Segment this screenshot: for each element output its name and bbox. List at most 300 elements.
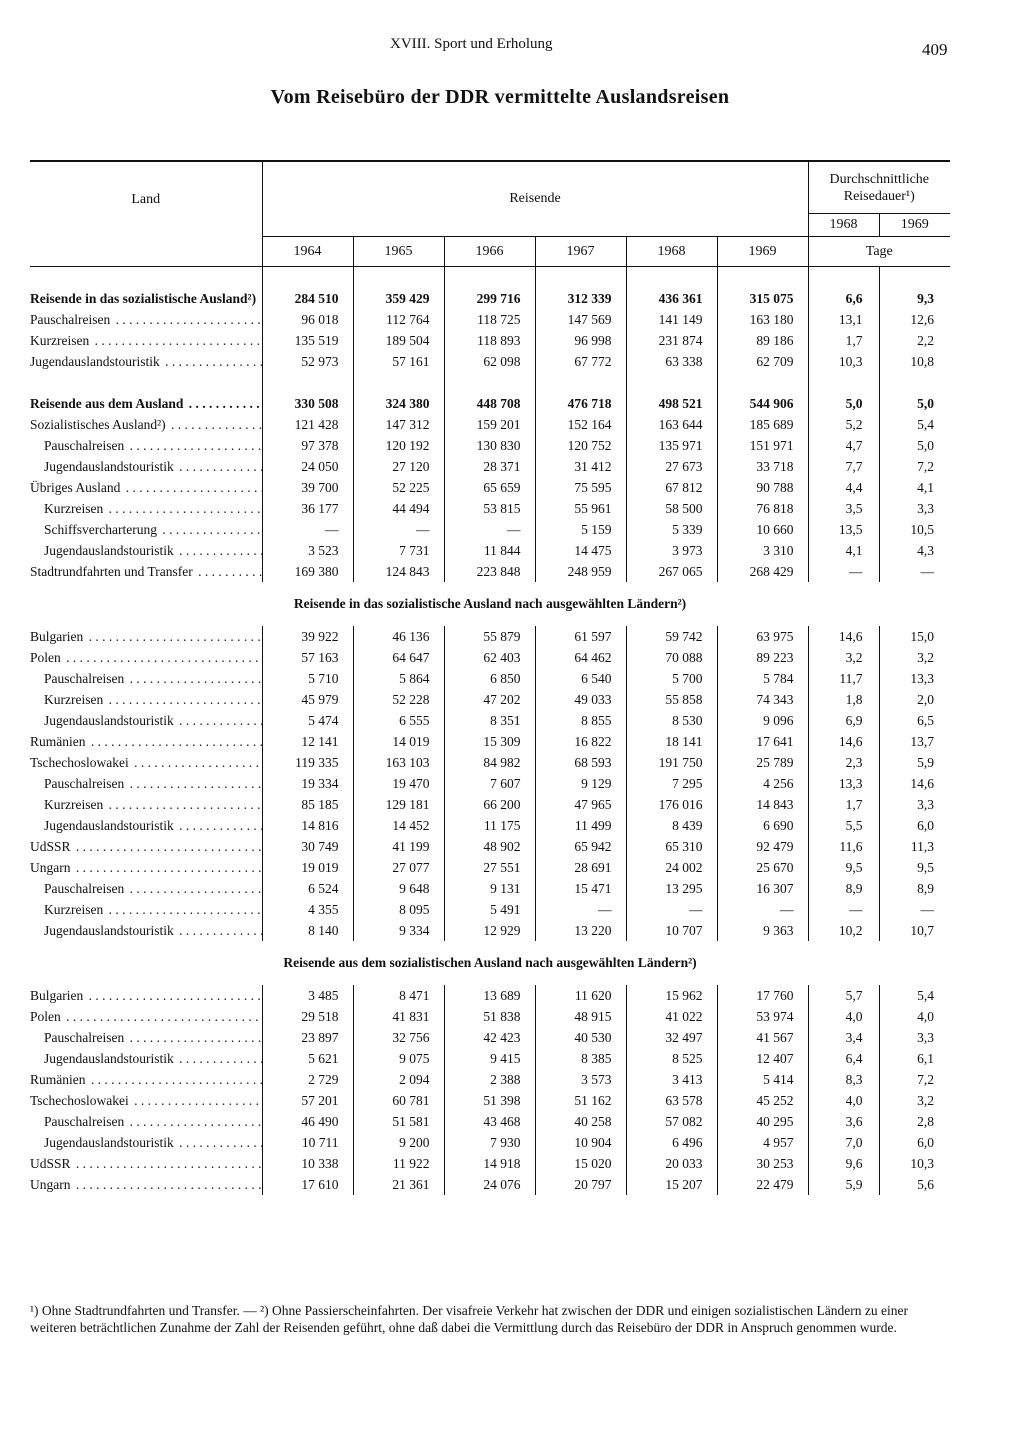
cell-reisedauer: 9,5 <box>808 857 879 878</box>
year-header: 1967 <box>535 236 626 267</box>
block-laender-hin <box>30 626 950 941</box>
cell-reisende: 11 922 <box>353 1153 444 1174</box>
dauer-unit: Tage <box>808 236 950 267</box>
row-label-text: Stadtrundfahrten und Transfer <box>30 564 193 579</box>
cell-reisende: 25 670 <box>717 857 808 878</box>
row-label-text: Jugendauslandstouristik <box>44 1051 174 1066</box>
cell-reisende: 2 094 <box>353 1069 444 1090</box>
cell-reisende: 13 220 <box>535 920 626 941</box>
cell-reisedauer: 11,3 <box>879 836 950 857</box>
row-label-text: Pauschalreisen <box>44 776 125 791</box>
cell-reisende: 15 962 <box>626 985 717 1006</box>
cell-reisedauer: 5,4 <box>879 985 950 1006</box>
cell-reisende: 8 140 <box>262 920 353 941</box>
cell-reisedauer: 3,4 <box>808 1027 879 1048</box>
cell-reisedauer: 10,3 <box>808 351 879 372</box>
row-label <box>30 731 262 752</box>
cell-reisende: 40 258 <box>535 1111 626 1132</box>
cell-reisende: 9 363 <box>717 920 808 941</box>
row-label-text: Kurzreisen <box>44 797 104 812</box>
cell-reisende: 8 525 <box>626 1048 717 1069</box>
cell-reisedauer: 7,2 <box>879 456 950 477</box>
cell-reisende: 65 310 <box>626 836 717 857</box>
year-header: 1966 <box>444 236 535 267</box>
cell-reisende: 436 361 <box>626 288 717 309</box>
cell-reisende: 9 096 <box>717 710 808 731</box>
cell-reisende: 65 942 <box>535 836 626 857</box>
table-row <box>30 330 950 351</box>
cell-reisedauer: 3,6 <box>808 1111 879 1132</box>
row-label-text: Kurzreisen <box>30 333 90 348</box>
row-label-text: Pauschalreisen <box>44 881 125 896</box>
cell-reisende: 5 710 <box>262 668 353 689</box>
section-laender-hin <box>30 582 950 626</box>
cell-reisende: 7 607 <box>444 773 535 794</box>
cell-reisende: 141 149 <box>626 309 717 330</box>
cell-reisende: 4 256 <box>717 773 808 794</box>
cell-reisedauer: 8,9 <box>879 878 950 899</box>
cell-reisedauer: 7,2 <box>879 1069 950 1090</box>
table-row <box>30 414 950 435</box>
cell-reisedauer: 10,7 <box>879 920 950 941</box>
row-label-text: Pauschalreisen <box>44 671 125 686</box>
row-label-text: Jugendauslandstouristik <box>44 543 174 558</box>
cell-reisende: 20 797 <box>535 1174 626 1195</box>
cell-reisende: 51 581 <box>353 1111 444 1132</box>
cell-reisedauer: 4,4 <box>808 477 879 498</box>
row-label <box>30 794 262 815</box>
cell-reisedauer: 14,6 <box>808 731 879 752</box>
cell-reisende: 2 729 <box>262 1069 353 1090</box>
cell-reisedauer: 8,9 <box>808 878 879 899</box>
chapter-heading: XVIII. Sport und Erholung <box>390 36 553 52</box>
cell-reisende: 5 474 <box>262 710 353 731</box>
cell-reisende: 231 874 <box>626 330 717 351</box>
cell-reisende: 43 468 <box>444 1111 535 1132</box>
cell-reisende: 36 177 <box>262 498 353 519</box>
footnote: ¹) Ohne Stadtrundfahrten und Transfer. — ²) Ohne Passierscheinfahrten. Der visafreie Verkehr hat zwischen der DDR und einigen sozialistischen Ländern zu einer weiteren beträchtlichen Zunahme der Zahl der Reisenden geführt, ohne daß dabei die Vermittlung durch das Reisebüro der DDR in Anspruch genommen wurde. <box>30 1303 908 1335</box>
table-row <box>30 836 950 857</box>
cell-reisende: 6 496 <box>626 1132 717 1153</box>
table-row <box>30 519 950 540</box>
cell-reisende: 33 718 <box>717 456 808 477</box>
cell-reisende: 52 225 <box>353 477 444 498</box>
table-row <box>30 857 950 878</box>
cell-reisende: 97 378 <box>262 435 353 456</box>
table-row <box>30 1027 950 1048</box>
row-label-text: Kurzreisen <box>44 501 104 516</box>
cell-reisende: 63 975 <box>717 626 808 647</box>
cell-reisende: 55 858 <box>626 689 717 710</box>
cell-reisende: — <box>535 899 626 920</box>
cell-reisedauer: 4,0 <box>808 1006 879 1027</box>
cell-reisedauer: 2,3 <box>808 752 879 773</box>
cell-reisende: 324 380 <box>353 393 444 414</box>
cell-reisende: 163 103 <box>353 752 444 773</box>
cell-reisende: 41 567 <box>717 1027 808 1048</box>
row-label <box>30 1174 262 1195</box>
cell-reisedauer: 4,3 <box>879 540 950 561</box>
row-label <box>30 985 262 1006</box>
cell-reisende: 191 750 <box>626 752 717 773</box>
cell-reisende: 223 848 <box>444 561 535 582</box>
row-label <box>30 710 262 731</box>
cell-reisedauer: 4,0 <box>808 1090 879 1111</box>
row-label-text: Ungarn <box>30 1177 71 1192</box>
row-label-text: Übriges Ausland <box>30 480 121 495</box>
cell-reisende: 120 752 <box>535 435 626 456</box>
cell-reisende: 10 338 <box>262 1153 353 1174</box>
cell-reisende: 5 784 <box>717 668 808 689</box>
block-laender-her <box>30 985 950 1195</box>
cell-reisedauer: 6,0 <box>879 815 950 836</box>
cell-reisende: 40 295 <box>717 1111 808 1132</box>
cell-reisedauer: 8,3 <box>808 1069 879 1090</box>
row-label <box>30 288 262 309</box>
cell-reisende: 118 725 <box>444 309 535 330</box>
cell-reisende: 119 335 <box>262 752 353 773</box>
cell-reisende: 12 141 <box>262 731 353 752</box>
cell-reisende: 9 334 <box>353 920 444 941</box>
cell-reisende: 124 843 <box>353 561 444 582</box>
row-label-text: Jugendauslandstouristik <box>44 459 174 474</box>
cell-reisende: 40 530 <box>535 1027 626 1048</box>
table-row <box>30 689 950 710</box>
cell-reisende: — <box>717 899 808 920</box>
cell-reisende: 121 428 <box>262 414 353 435</box>
cell-reisedauer: 3,2 <box>808 647 879 668</box>
cell-reisedauer: 5,7 <box>808 985 879 1006</box>
dauer-year-1968: 1968 <box>808 214 879 236</box>
row-label-text: UdSSR <box>30 839 71 854</box>
cell-reisende: 5 491 <box>444 899 535 920</box>
cell-reisende: 5 700 <box>626 668 717 689</box>
cell-reisende: 24 002 <box>626 857 717 878</box>
row-label-text: Reisende in das sozialistische Ausland²) <box>30 291 257 306</box>
cell-reisende: 5 159 <box>535 519 626 540</box>
cell-reisende: 135 519 <box>262 330 353 351</box>
table-row <box>30 815 950 836</box>
cell-reisende: 45 252 <box>717 1090 808 1111</box>
cell-reisende: 14 019 <box>353 731 444 752</box>
cell-reisende: 55 961 <box>535 498 626 519</box>
cell-reisende: 11 844 <box>444 540 535 561</box>
cell-reisende: 63 578 <box>626 1090 717 1111</box>
cell-reisende: — <box>262 519 353 540</box>
cell-reisende: 151 971 <box>717 435 808 456</box>
row-label-text: Pauschalreisen <box>44 1114 125 1129</box>
row-label-text: Tschechoslowakei <box>30 1093 129 1108</box>
row-label-text: Bulgarien <box>30 988 84 1003</box>
cell-reisende: 17 641 <box>717 731 808 752</box>
cell-reisedauer: 5,9 <box>879 752 950 773</box>
cell-reisende: 2 388 <box>444 1069 535 1090</box>
cell-reisende: 68 593 <box>535 752 626 773</box>
cell-reisende: 62 709 <box>717 351 808 372</box>
cell-reisende: 6 555 <box>353 710 444 731</box>
cell-reisende: 359 429 <box>353 288 444 309</box>
cell-reisende: 14 452 <box>353 815 444 836</box>
cell-reisende: 129 181 <box>353 794 444 815</box>
cell-reisende: 4 355 <box>262 899 353 920</box>
cell-reisende: 7 930 <box>444 1132 535 1153</box>
cell-reisende: 12 407 <box>717 1048 808 1069</box>
cell-reisende: 8 530 <box>626 710 717 731</box>
column-header-reisedauer: Durchschnittliche Reisedauer¹) <box>808 161 950 214</box>
row-label-text: Kurzreisen <box>44 902 104 917</box>
table-row <box>30 878 950 899</box>
cell-reisedauer: 4,1 <box>808 540 879 561</box>
cell-reisende: 31 412 <box>535 456 626 477</box>
row-label <box>30 1111 262 1132</box>
table-row <box>30 288 950 309</box>
table-row <box>30 1006 950 1027</box>
table-row <box>30 1111 950 1132</box>
block-aus-dem-ausland <box>30 393 950 582</box>
cell-reisedauer: 1,7 <box>808 330 879 351</box>
table-row <box>30 647 950 668</box>
cell-reisende: 130 830 <box>444 435 535 456</box>
cell-reisende: 89 186 <box>717 330 808 351</box>
table-row <box>30 540 950 561</box>
cell-reisedauer: — <box>879 899 950 920</box>
cell-reisedauer: 13,3 <box>879 668 950 689</box>
cell-reisende: 52 973 <box>262 351 353 372</box>
cell-reisende: 46 136 <box>353 626 444 647</box>
cell-reisedauer: 6,0 <box>879 1132 950 1153</box>
row-label <box>30 626 262 647</box>
cell-reisende: 14 816 <box>262 815 353 836</box>
cell-reisedauer: 10,3 <box>879 1153 950 1174</box>
dauer-year-1969: 1969 <box>879 214 950 236</box>
cell-reisende: 6 850 <box>444 668 535 689</box>
cell-reisende: 65 659 <box>444 477 535 498</box>
row-label <box>30 1090 262 1111</box>
cell-reisedauer: 3,3 <box>879 794 950 815</box>
row-label-text: Pauschalreisen <box>30 312 111 327</box>
cell-reisende: 8 095 <box>353 899 444 920</box>
table-row <box>30 1048 950 1069</box>
cell-reisende: 9 415 <box>444 1048 535 1069</box>
cell-reisende: 84 982 <box>444 752 535 773</box>
table-row <box>30 1069 950 1090</box>
cell-reisende: 6 524 <box>262 878 353 899</box>
row-label <box>30 1153 262 1174</box>
row-label-text: Jugendauslandstouristik <box>44 1135 174 1150</box>
cell-reisende: 20 033 <box>626 1153 717 1174</box>
cell-reisende: 3 573 <box>535 1069 626 1090</box>
cell-reisende: 8 385 <box>535 1048 626 1069</box>
cell-reisedauer: 4,1 <box>879 477 950 498</box>
row-label <box>30 1132 262 1153</box>
cell-reisedauer: 5,6 <box>879 1174 950 1195</box>
cell-reisedauer: 3,2 <box>879 647 950 668</box>
row-label <box>30 393 262 414</box>
row-label-text: UdSSR <box>30 1156 71 1171</box>
cell-reisende: 89 223 <box>717 647 808 668</box>
cell-reisende: 299 716 <box>444 288 535 309</box>
table-row <box>30 393 950 414</box>
cell-reisende: 10 707 <box>626 920 717 941</box>
cell-reisende: 96 998 <box>535 330 626 351</box>
cell-reisende: 51 162 <box>535 1090 626 1111</box>
cell-reisedauer: 2,0 <box>879 689 950 710</box>
cell-reisende: 41 831 <box>353 1006 444 1027</box>
cell-reisende: 74 343 <box>717 689 808 710</box>
table-row <box>30 626 950 647</box>
row-label <box>30 498 262 519</box>
cell-reisedauer: 4,7 <box>808 435 879 456</box>
table-row <box>30 561 950 582</box>
cell-reisende: 27 077 <box>353 857 444 878</box>
cell-reisende: 16 307 <box>717 878 808 899</box>
cell-reisende: 60 781 <box>353 1090 444 1111</box>
row-label <box>30 561 262 582</box>
cell-reisende: 62 098 <box>444 351 535 372</box>
cell-reisende: 476 718 <box>535 393 626 414</box>
row-label-text: Jugendauslandstouristik <box>44 713 174 728</box>
cell-reisedauer: 10,8 <box>879 351 950 372</box>
row-label <box>30 815 262 836</box>
cell-reisende: 67 812 <box>626 477 717 498</box>
row-label <box>30 752 262 773</box>
row-label-text: Jugendauslandstouristik <box>44 923 174 938</box>
cell-reisende: 13 295 <box>626 878 717 899</box>
row-label <box>30 519 262 540</box>
cell-reisende: 135 971 <box>626 435 717 456</box>
cell-reisende: 57 082 <box>626 1111 717 1132</box>
cell-reisende: 8 471 <box>353 985 444 1006</box>
travel-statistics-table <box>30 160 950 1195</box>
row-label <box>30 1069 262 1090</box>
cell-reisedauer: 6,9 <box>808 710 879 731</box>
cell-reisende: 27 120 <box>353 456 444 477</box>
cell-reisende: 11 175 <box>444 815 535 836</box>
row-label <box>30 647 262 668</box>
cell-reisende: 62 403 <box>444 647 535 668</box>
cell-reisende: 51 398 <box>444 1090 535 1111</box>
row-label-text: Tschechoslowakei <box>30 755 129 770</box>
cell-reisende: 544 906 <box>717 393 808 414</box>
cell-reisende: 46 490 <box>262 1111 353 1132</box>
row-label-text: Jugendauslandstouristik <box>44 818 174 833</box>
table-row <box>30 477 950 498</box>
cell-reisedauer: 6,1 <box>879 1048 950 1069</box>
cell-reisedauer: — <box>879 561 950 582</box>
cell-reisende: 147 312 <box>353 414 444 435</box>
cell-reisende: 90 788 <box>717 477 808 498</box>
cell-reisedauer: 6,6 <box>808 288 879 309</box>
row-label <box>30 330 262 351</box>
table-row <box>30 351 950 372</box>
section-title: Reisende in das sozialistische Ausland nach ausgewählten Ländern²) <box>293 596 687 611</box>
cell-reisende: 3 310 <box>717 540 808 561</box>
cell-reisende: 66 200 <box>444 794 535 815</box>
cell-reisende: 15 020 <box>535 1153 626 1174</box>
row-label <box>30 1027 262 1048</box>
cell-reisedauer: 3,3 <box>879 1027 950 1048</box>
cell-reisende: 19 019 <box>262 857 353 878</box>
row-label <box>30 878 262 899</box>
table-row <box>30 1153 950 1174</box>
row-label-text: Pauschalreisen <box>44 438 125 453</box>
cell-reisende: 13 689 <box>444 985 535 1006</box>
cell-reisende: 51 838 <box>444 1006 535 1027</box>
cell-reisedauer: 11,7 <box>808 668 879 689</box>
table-row <box>30 794 950 815</box>
cell-reisende: 5 339 <box>626 519 717 540</box>
cell-reisedauer: 5,0 <box>808 393 879 414</box>
cell-reisende: 57 161 <box>353 351 444 372</box>
cell-reisende: 25 789 <box>717 752 808 773</box>
cell-reisende: 55 879 <box>444 626 535 647</box>
cell-reisende: 9 075 <box>353 1048 444 1069</box>
row-label <box>30 1048 262 1069</box>
cell-reisende: 47 965 <box>535 794 626 815</box>
block-sozialistisches-ausland <box>30 267 950 394</box>
cell-reisende: 30 749 <box>262 836 353 857</box>
cell-reisende: 169 380 <box>262 561 353 582</box>
cell-reisende: 6 540 <box>535 668 626 689</box>
cell-reisende: — <box>626 899 717 920</box>
cell-reisedauer: 3,5 <box>808 498 879 519</box>
cell-reisende: 53 974 <box>717 1006 808 1027</box>
section-laender-her <box>30 941 950 985</box>
cell-reisende: 59 742 <box>626 626 717 647</box>
cell-reisende: 10 711 <box>262 1132 353 1153</box>
year-header: 1969 <box>717 236 808 267</box>
cell-reisende: 147 569 <box>535 309 626 330</box>
cell-reisedauer: 15,0 <box>879 626 950 647</box>
cell-reisende: 112 764 <box>353 309 444 330</box>
cell-reisende: 21 361 <box>353 1174 444 1195</box>
cell-reisende: 58 500 <box>626 498 717 519</box>
cell-reisende: 312 339 <box>535 288 626 309</box>
row-label-text: Rumänien <box>30 734 86 749</box>
page-title: Vom Reisebüro der DDR vermittelte Auslandsreisen <box>270 86 730 108</box>
cell-reisende: 315 075 <box>717 288 808 309</box>
cell-reisende: 64 647 <box>353 647 444 668</box>
cell-reisende: 14 475 <box>535 540 626 561</box>
cell-reisedauer: 5,9 <box>808 1174 879 1195</box>
row-label <box>30 540 262 561</box>
cell-reisende: 22 479 <box>717 1174 808 1195</box>
row-label-text: Bulgarien <box>30 629 84 644</box>
cell-reisende: 163 180 <box>717 309 808 330</box>
table-row <box>30 731 950 752</box>
cell-reisedauer: 9,6 <box>808 1153 879 1174</box>
table-row <box>30 668 950 689</box>
table-row <box>30 752 950 773</box>
cell-reisende: 27 673 <box>626 456 717 477</box>
cell-reisende: 57 201 <box>262 1090 353 1111</box>
row-label <box>30 899 262 920</box>
cell-reisedauer: 3,2 <box>879 1090 950 1111</box>
cell-reisedauer: 3,3 <box>879 498 950 519</box>
year-header: 1968 <box>626 236 717 267</box>
cell-reisende: 70 088 <box>626 647 717 668</box>
cell-reisende: 64 462 <box>535 647 626 668</box>
cell-reisende: 14 918 <box>444 1153 535 1174</box>
cell-reisende: 185 689 <box>717 414 808 435</box>
cell-reisende: 48 902 <box>444 836 535 857</box>
cell-reisende: 24 050 <box>262 456 353 477</box>
cell-reisende: 85 185 <box>262 794 353 815</box>
cell-reisende: 498 521 <box>626 393 717 414</box>
row-label-text: Ungarn <box>30 860 71 875</box>
table-row <box>30 1132 950 1153</box>
cell-reisende: 11 499 <box>535 815 626 836</box>
